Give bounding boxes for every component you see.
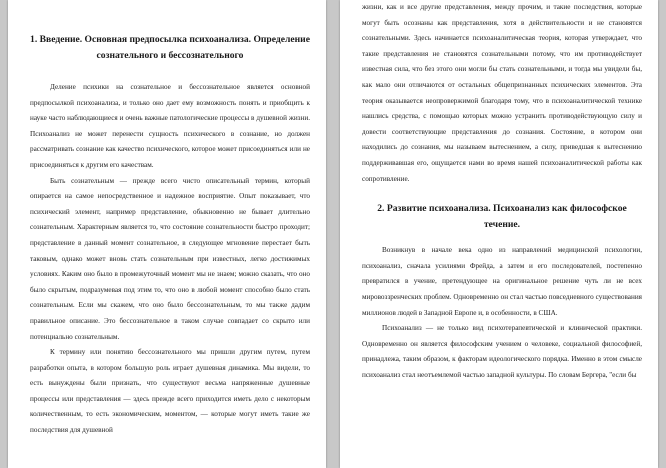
paragraph: Возникнув в начале века одно из направлений медицинской психологии, психоанализ, сначала усилиями Фрейда, а затем и его последователей, постепенно превратился в учение, претендующее на оригинальное решение чуть ли не всех мировоззренческих проблем. Одновременно он стал частью повседневного существования миллионов людей в Западной Европе и, в особенности, в США. bbox=[362, 246, 642, 317]
section-heading-1: 1. Введение. Основная предпосылка психоанализа. Определение сознательного и бессознательного bbox=[30, 34, 310, 61]
document-page-right bbox=[340, 0, 658, 468]
paragraph: Быть сознательным — прежде всего чисто описательный термин, который опирается на самое непосредственное и надежное восприятие. Опыт показывает, что психический элемент, например представление, обыкновенно не бывает длительно сознательным. Характерным является то, что состояние сознательности быстро проходит; представление в данный момент сознательное, в следующее мгновение перестает быть таковым, однако может вновь стать сознательным при известных, легко достижимых условиях. Каким оно было в промежуточный момент мы не знаем; можно сказать, что оно было скрытым, подразумевая под этим то, что оно в любой момент способно было стать сознательным. Если мы скажем, что оно было бессознательным, то мы также дадим правильное описание. Это бессознательное в таком случае совпадает со скрыто или потенциально сознательным. bbox=[30, 176, 310, 341]
paragraph: К термину или понятию бессознательного мы пришли другим путем, путем разработки опыта, в котором большую роль играет душевная динамика. Мы видели, то есть вынуждены были признать, что существуют весьма напряженные душевные процессы или представления — здесь прежде всего приходится иметь дело с некоторым количественным, то есть экономическим, моментом, — которые могут иметь такие же последствия для душевной bbox=[30, 348, 310, 435]
paragraph-continuation: жизни, как и все другие представления, между прочим, и такие последствия, которые могут быть осознаны как представления, хотя в действительности и не становятся сознательными. Здесь начинается психоаналитическая теория, которая утверждает, что такие представления не становятся сознательными потому, что им противодействует известная сила, что без этого они могли бы стать сознательными, и тогда мы увидели бы, как мало они отличаются от остальных общепризнанных психических элементов. Эта теория оказывается неопровержимой благодаря тому, что в психоаналитической технике нашлись средства, с помощью которых можно устранить противодействующую силу и довести соответствующие представления до сознания. Состояние, в котором они находились до сознания, мы называем вытеснением, а силу, приведшая к вытеснению поддерживавшая его, ощущается нами во время нашей психоаналитической работы как сопротивление. bbox=[362, 3, 642, 183]
paragraph: Психоанализ — не только вид психотерапевтической и клинической практики. Одновременно он является философским учением о человеке, социальной философией, принадлежа, таким образом, к факторам идеологического порядка. Именно в этом смысле психоанализ стал неотъемлемой частью западной культуры. По словам Бергера, "если бы bbox=[362, 324, 642, 379]
paragraph: Деление психики на сознательное и бессознательное является основной предпосылкой психоанализа, и только оно дает ему возможность понять и приобщить к науке часто наблюдающиеся и очень важные патологические процессы в душевной жизни. Психоанализ не может перенести сущность психического в сознание, но должен рассматривать сознание как качество психического, которое может присоединяться или не присоединяться к другим его качествам. bbox=[30, 83, 310, 169]
document-page-left bbox=[8, 0, 326, 468]
section-heading-2: 2. Развитие психоанализа. Психоанализ как философское течение. bbox=[377, 203, 627, 231]
